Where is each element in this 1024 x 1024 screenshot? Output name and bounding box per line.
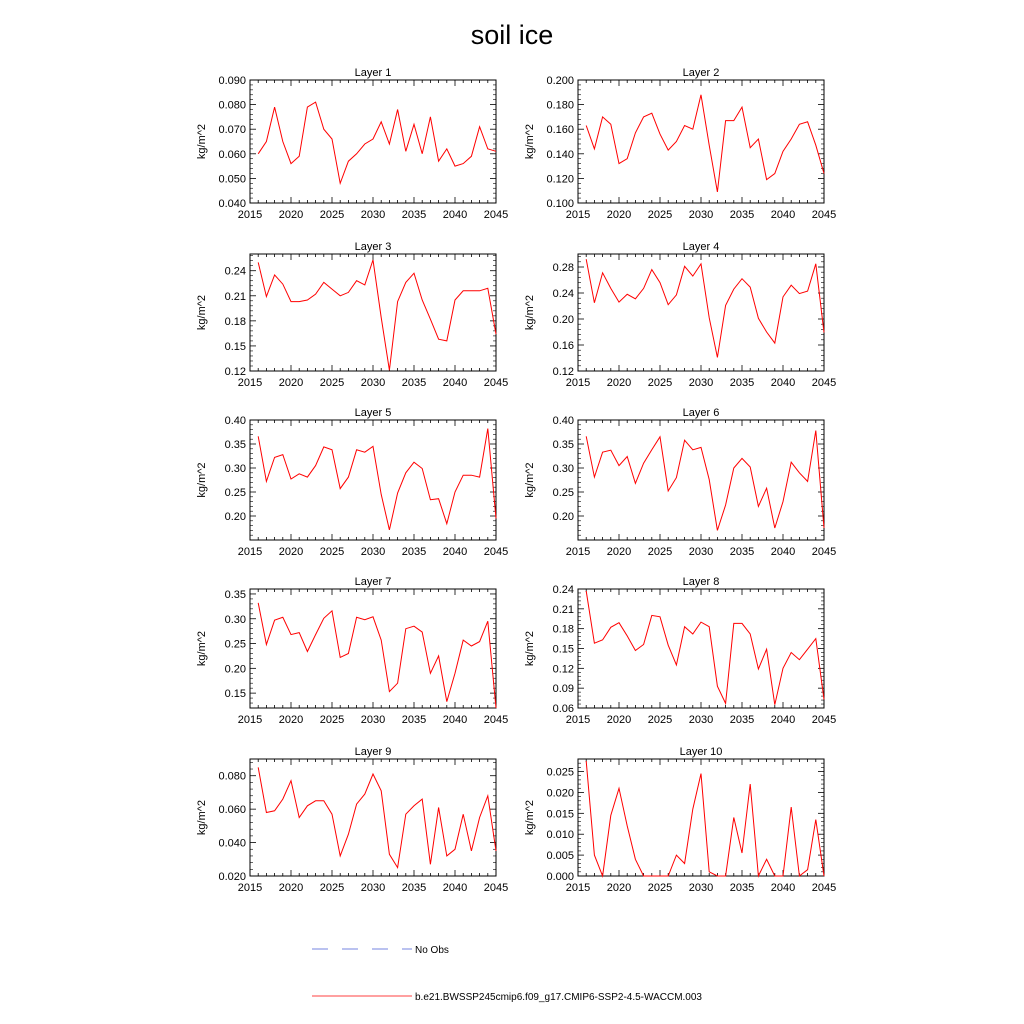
x-tick-label: 2015 — [237, 546, 263, 558]
y-axis-label: kg/m^2 — [524, 123, 536, 160]
panel-title: Layer 10 — [679, 746, 723, 758]
series-line-layer-8 — [586, 591, 824, 705]
series-line-layer-7 — [258, 603, 496, 708]
x-tick-label: 2040 — [770, 377, 796, 389]
panel-title: Layer 7 — [354, 576, 392, 588]
x-tick-label: 2045 — [483, 377, 509, 389]
y-tick-label: 0.12 — [552, 366, 574, 378]
panel-title: Layer 9 — [354, 746, 392, 758]
x-tick-label: 2045 — [811, 377, 837, 389]
panel-layer-5 — [196, 407, 508, 558]
y-tick-label: 0.20 — [224, 511, 246, 523]
x-tick-label: 2015 — [565, 882, 591, 894]
x-tick-label: 2015 — [237, 377, 263, 389]
x-tick-label: 2020 — [278, 209, 304, 221]
legend — [312, 945, 702, 1003]
x-tick-label: 2045 — [811, 882, 837, 894]
x-tick-label: 2030 — [688, 209, 714, 221]
plot-frame — [250, 254, 496, 371]
y-tick-label: 0.100 — [546, 198, 574, 210]
y-tick-label: 0.20 — [552, 314, 574, 326]
y-tick-label: 0.35 — [552, 439, 574, 451]
x-tick-label: 2015 — [565, 714, 591, 726]
x-tick-label: 2020 — [278, 546, 304, 558]
y-tick-label: 0.20 — [552, 511, 574, 523]
x-tick-label: 2035 — [729, 714, 755, 726]
x-tick-label: 2045 — [483, 209, 509, 221]
y-tick-label: 0.30 — [224, 463, 246, 475]
y-tick-label: 0.30 — [552, 463, 574, 475]
y-tick-label: 0.120 — [546, 173, 574, 186]
y-tick-label: 0.180 — [546, 99, 574, 112]
y-tick-label: 0.200 — [546, 75, 574, 87]
y-tick-label: 0.18 — [224, 315, 246, 328]
y-tick-label: 0.020 — [546, 787, 574, 800]
x-tick-label: 2025 — [647, 882, 673, 894]
x-tick-label: 2035 — [729, 377, 755, 389]
figure-title: soil ice — [470, 20, 554, 50]
y-tick-label: 0.20 — [224, 663, 246, 676]
x-tick-label: 2030 — [688, 714, 714, 726]
panels — [196, 67, 836, 894]
x-tick-label: 2040 — [770, 882, 796, 894]
y-tick-label: 0.060 — [218, 148, 246, 161]
y-tick-label: 0.15 — [224, 340, 246, 353]
x-tick-label: 2030 — [360, 882, 386, 894]
y-tick-label: 0.21 — [552, 603, 574, 616]
y-tick-label: 0.005 — [546, 850, 574, 863]
y-tick-label: 0.40 — [224, 415, 246, 427]
y-tick-label: 0.040 — [218, 837, 246, 850]
y-tick-label: 0.12 — [552, 663, 574, 676]
y-tick-label: 0.070 — [218, 124, 246, 137]
panel-title: Layer 1 — [354, 67, 392, 79]
x-tick-label: 2020 — [278, 882, 304, 894]
y-tick-label: 0.28 — [552, 262, 574, 274]
panel-layer-8 — [524, 576, 836, 726]
y-tick-label: 0.25 — [224, 638, 246, 651]
panel-layer-4 — [524, 241, 836, 389]
y-tick-label: 0.060 — [218, 804, 246, 817]
y-tick-label: 0.40 — [552, 415, 574, 427]
plot-frame — [250, 589, 496, 708]
y-tick-label: 0.18 — [552, 623, 574, 636]
y-axis-label: kg/m^2 — [524, 630, 536, 667]
y-tick-label: 0.160 — [546, 124, 574, 137]
y-tick-label: 0.24 — [224, 265, 246, 278]
y-tick-label: 0.080 — [218, 770, 246, 783]
plot-frame — [250, 80, 496, 203]
x-tick-label: 2020 — [606, 377, 632, 389]
x-tick-label: 2025 — [647, 209, 673, 221]
x-tick-label: 2035 — [729, 546, 755, 558]
plot-frame — [578, 80, 824, 203]
x-tick-label: 2025 — [647, 714, 673, 726]
y-axis-label: kg/m^2 — [196, 630, 208, 667]
x-tick-label: 2025 — [319, 377, 345, 389]
x-tick-label: 2040 — [442, 377, 468, 389]
y-tick-label: 0.25 — [552, 487, 574, 499]
series-line-layer-1 — [258, 102, 496, 183]
panel-title: Layer 6 — [682, 407, 720, 419]
x-tick-label: 2015 — [237, 882, 263, 894]
x-tick-label: 2045 — [483, 546, 509, 558]
y-tick-label: 0.025 — [546, 766, 574, 779]
y-tick-label: 0.06 — [552, 703, 574, 715]
x-tick-label: 2025 — [647, 546, 673, 558]
y-axis-label: kg/m^2 — [196, 799, 208, 836]
y-tick-label: 0.015 — [546, 808, 574, 821]
y-tick-label: 0.30 — [224, 613, 246, 626]
x-tick-label: 2040 — [442, 714, 468, 726]
legend-obs-label: No Obs — [415, 945, 449, 956]
series-line-layer-2 — [586, 95, 824, 192]
x-tick-label: 2040 — [442, 546, 468, 558]
x-tick-label: 2030 — [360, 377, 386, 389]
y-axis-label: kg/m^2 — [524, 799, 536, 836]
y-axis-label: kg/m^2 — [196, 123, 208, 160]
y-tick-label: 0.090 — [218, 75, 246, 87]
y-tick-label: 0.15 — [224, 688, 246, 701]
x-tick-label: 2015 — [237, 714, 263, 726]
panel-title: Layer 8 — [682, 576, 720, 588]
x-tick-label: 2030 — [360, 546, 386, 558]
x-tick-label: 2015 — [565, 377, 591, 389]
panel-layer-3 — [196, 241, 508, 389]
x-tick-label: 2020 — [606, 882, 632, 894]
x-tick-label: 2015 — [237, 209, 263, 221]
y-tick-label: 0.24 — [552, 584, 574, 596]
x-tick-label: 2025 — [319, 546, 345, 558]
x-tick-label: 2035 — [401, 882, 427, 894]
series-line-layer-9 — [258, 767, 496, 867]
panel-title: Layer 3 — [354, 241, 392, 253]
x-tick-label: 2030 — [360, 714, 386, 726]
series-line-layer-6 — [586, 431, 824, 531]
series-line-layer-5 — [258, 429, 496, 530]
panel-layer-1 — [196, 67, 508, 221]
x-tick-label: 2015 — [565, 209, 591, 221]
y-tick-label: 0.020 — [218, 871, 246, 883]
y-tick-label: 0.25 — [224, 487, 246, 499]
panel-layer-2 — [524, 67, 836, 221]
plot-frame — [578, 589, 824, 708]
x-tick-label: 2045 — [811, 546, 837, 558]
x-tick-label: 2045 — [483, 882, 509, 894]
series-line-layer-4 — [586, 259, 824, 357]
x-tick-label: 2045 — [811, 714, 837, 726]
legend-model-label: b.e21.BWSSP245cmip6.f09_g17.CMIP6-SSP2-4.5-WACCM.003 — [415, 992, 702, 1003]
y-axis-label: kg/m^2 — [524, 294, 536, 331]
x-tick-label: 2030 — [688, 546, 714, 558]
x-tick-label: 2020 — [606, 209, 632, 221]
x-tick-label: 2015 — [565, 546, 591, 558]
x-tick-label: 2025 — [319, 209, 345, 221]
y-tick-label: 0.12 — [224, 366, 246, 378]
series-line-layer-3 — [258, 260, 496, 370]
panel-layer-6 — [524, 407, 836, 558]
x-tick-label: 2030 — [360, 209, 386, 221]
x-tick-label: 2030 — [688, 882, 714, 894]
x-tick-label: 2025 — [319, 714, 345, 726]
panel-layer-9 — [196, 746, 508, 894]
y-tick-label: 0.09 — [552, 683, 574, 696]
y-tick-label: 0.16 — [552, 340, 574, 352]
y-tick-label: 0.010 — [546, 829, 574, 842]
x-tick-label: 2040 — [442, 209, 468, 221]
panel-title: Layer 4 — [682, 241, 720, 253]
y-tick-label: 0.35 — [224, 439, 246, 451]
x-tick-label: 2035 — [401, 377, 427, 389]
panel-title: Layer 5 — [354, 407, 392, 419]
series-line-layer-10 — [586, 761, 824, 876]
panel-title: Layer 2 — [682, 67, 720, 79]
panel-layer-7 — [196, 576, 508, 726]
x-tick-label: 2035 — [401, 546, 427, 558]
x-tick-label: 2035 — [401, 209, 427, 221]
y-tick-label: 0.040 — [218, 198, 246, 210]
y-tick-label: 0.24 — [552, 288, 574, 300]
x-tick-label: 2020 — [606, 546, 632, 558]
y-tick-label: 0.15 — [552, 643, 574, 656]
x-tick-label: 2035 — [729, 882, 755, 894]
x-tick-label: 2020 — [278, 377, 304, 389]
plot-frame — [250, 420, 496, 540]
x-tick-label: 2025 — [647, 377, 673, 389]
x-tick-label: 2030 — [688, 377, 714, 389]
x-tick-label: 2020 — [278, 714, 304, 726]
x-tick-label: 2025 — [319, 882, 345, 894]
x-tick-label: 2045 — [483, 714, 509, 726]
panel-layer-10 — [524, 746, 836, 894]
y-axis-label: kg/m^2 — [524, 462, 536, 498]
y-tick-label: 0.000 — [546, 871, 574, 883]
y-axis-label: kg/m^2 — [196, 294, 208, 331]
x-tick-label: 2035 — [401, 714, 427, 726]
x-tick-label: 2045 — [811, 209, 837, 221]
x-tick-label: 2040 — [442, 882, 468, 894]
plot-frame — [250, 759, 496, 876]
x-tick-label: 2040 — [770, 546, 796, 558]
y-tick-label: 0.080 — [218, 99, 246, 112]
y-axis-label: kg/m^2 — [196, 462, 208, 498]
y-tick-label: 0.21 — [224, 290, 246, 303]
x-tick-label: 2035 — [729, 209, 755, 221]
y-tick-label: 0.140 — [546, 148, 574, 161]
x-tick-label: 2020 — [606, 714, 632, 726]
x-tick-label: 2040 — [770, 209, 796, 221]
y-tick-label: 0.35 — [224, 588, 246, 601]
x-tick-label: 2040 — [770, 714, 796, 726]
y-tick-label: 0.050 — [218, 173, 246, 186]
plot-frame — [578, 254, 824, 371]
